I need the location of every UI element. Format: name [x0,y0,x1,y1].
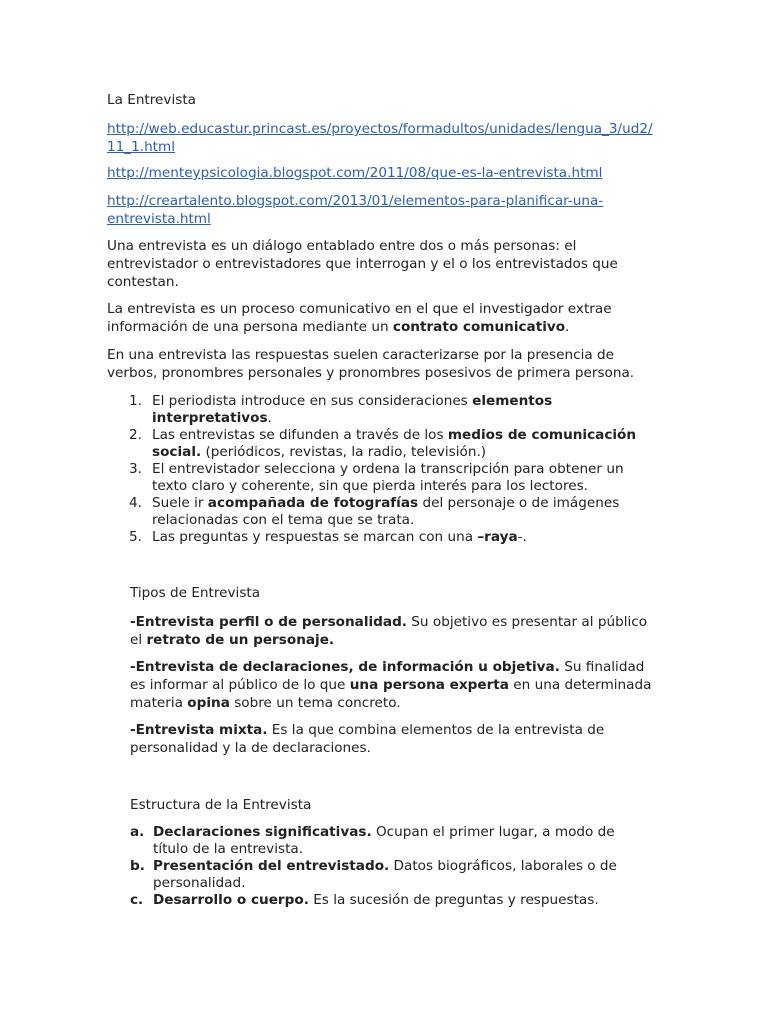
paragraph-answers [107,346,634,382]
list-letter: b. [130,858,145,874]
paragraph-line: entrevistador o entrevistadores que interrogan y el o los entrevistados que [107,256,618,272]
list-number: 1. [129,393,142,409]
paragraph-tipo-perfil: -Entrevista perfil o de personalidad. Su objetivo es presentar al público el retrato de un personaje. [130,614,648,648]
list-number: 2. [129,427,142,443]
paragraph-line: En una entrevista las respuestas suelen caracterizarse por la presencia de [107,347,614,363]
list-item: 3. El entrevistador selecciona y ordena la transcripción para obtener un texto claro y coherente, sin que pierda interés para los lectores. [129,461,624,494]
paragraph-tipo-declaraciones: -Entrevista de declaraciones, de información u objetiva. Su finalidad es informar al público de lo que una persona experta en una determinada materia opina sobre un tema concreto. [130,659,652,711]
list-item: a. Declaraciones significativas. Ocupan el primer lugar, a modo de título de la entrevista. [130,824,615,857]
document-title: La Entrevista [107,92,196,108]
bold-term: contrato comunicativo [392,319,566,335]
link-educastur[interactable] [107,120,653,156]
list-number: 5. [129,529,142,545]
section-heading-tipos: Tipos de Entrevista [130,585,261,601]
link-educastur-line2[interactable]: 11_1.html [107,139,176,155]
list-letter: a. [130,824,145,840]
list-number: 4. [129,495,142,511]
paragraph-line: Una entrevista es un diálogo entablado entre dos o más personas: el [107,238,577,254]
paragraph-line: información de una persona mediante un [107,319,393,335]
link-creartalento[interactable] [107,192,603,228]
link-creartalento-line1[interactable]: http://creartalento.blogspot.com/2013/01/elementos-para-planificar-una- [107,193,604,209]
link-menteypsicologia-line1[interactable]: http://menteypsicologia.blogspot.com/2011/08/que-es-la-entrevista.html [107,165,603,181]
list-item: 2. Las entrevistas se difunden a través de los medios de comunicación social. (periódicos, revistas, la radio, televisión.) [129,427,637,460]
section-heading-estructura: Estructura de la Entrevista [130,797,312,813]
list-item: 4. Suele ir acompañada de fotografías del personaje o de imágenes relacionadas con el tema que se trata. [129,495,620,528]
paragraph-process: La entrevista es un proceso comunicativo en el que el investigador extrae información de una persona mediante un contrato comunicativo. [107,301,612,335]
paragraph-definition [107,237,618,291]
link-educastur-line1[interactable]: http://web.educastur.princast.es/proyectos/formadultos/unidades/lengua_3/ud2/ [107,121,653,137]
list-item: 1. El periodista introduce en sus consideraciones elementos interpretativos. [129,393,553,426]
paragraph-line: verbos, pronombres personales y pronombres posesivos de primera persona. [107,365,635,381]
list-letter: c. [130,892,144,908]
list-item: 5. Las preguntas y respuestas se marcan con una –raya-. [129,529,527,545]
paragraph-line: contestan. [107,274,179,290]
link-menteypsicologia[interactable] [107,164,602,182]
list-item: c. Desarrollo o cuerpo. Es la sucesión de preguntas y respuestas. [130,892,599,908]
link-creartalento-line2[interactable]: entrevista.html [107,211,211,227]
paragraph-tipo-mixta: -Entrevista mixta. Es la que combina elementos de la entrevista de personalidad y la de declaraciones. [130,722,605,756]
paragraph-line: La entrevista es un proceso comunicativo en el que el investigador extrae [107,301,612,317]
list-item: b. Presentación del entrevistado. Datos biográficos, laborales o de personalidad. [130,858,617,891]
list-number: 3. [129,461,142,477]
